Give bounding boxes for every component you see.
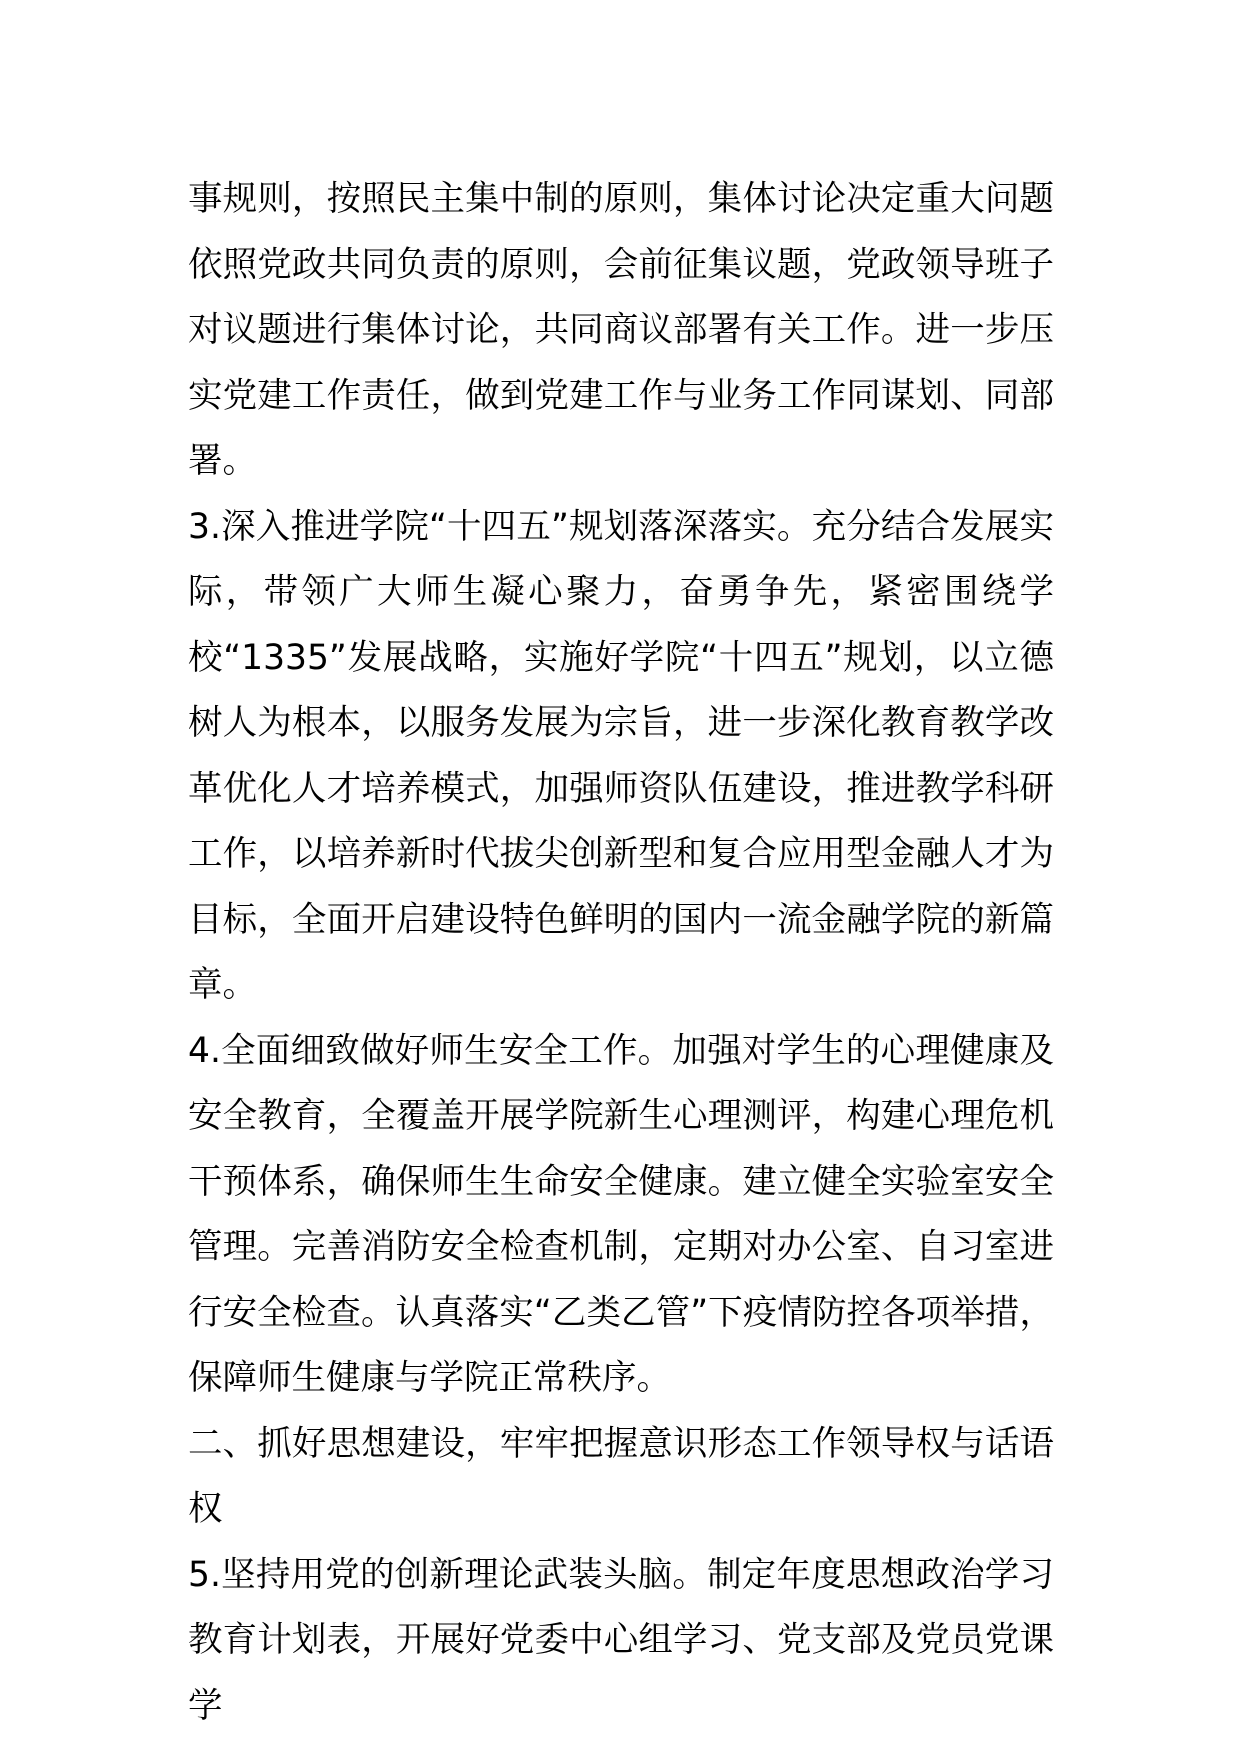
section-heading-2: 二、抓好思想建设，牢牢把握意识形态工作领导权与话语权	[188, 1423, 1054, 1529]
paragraph-item-3: 3.深入推进学院“十四五”规划落深落实。充分结合发展实际，带领广大师生凝心聚力，奋勇争先，紧密围绕学校“1335”发展战略，实施好学院“十四五”规划，以立德树人为根本，以服务发展为宗旨，进一步深化教育教学改革优化人才培养模式，加强师资队伍建设，推进教学科研工作，以培养新时代拔尖创新型和复合应用型金融人才为目标，全面开启建设特色鲜明的国内一流金融学院的新篇章。	[188, 506, 1054, 1005]
paragraph-continuation: 事规则，按照民主集中制的原则，集体讨论决定重大问题依照党政共同负责的原则，会前征集议题，党政领导班子对议题进行集体讨论，共同商议部署有关工作。进一步压实党建工作责任，做到党建工作与业务工作同谋划、同部署。	[188, 179, 1054, 481]
paragraph-item-4: 4.全面细致做好师生安全工作。加强对学生的心理健康及安全教育，全覆盖开展学院新生心理测评，构建心理危机干预体系，确保师生生命安全健康。建立健全实验室安全管理。完善消防安全检查机制，定期对办公室、自习室进行安全检查。认真落实“乙类乙管”下疫情防控各项举措，保障师生健康与学院正常秩序。	[188, 1030, 1054, 1398]
document-body	[188, 167, 1054, 1739]
paragraph-item-5: 5.坚持用党的创新理论武装头脑。制定年度思想政治学习教育计划表，开展好党委中心组学习、党支部及党员党课学	[188, 1554, 1054, 1726]
